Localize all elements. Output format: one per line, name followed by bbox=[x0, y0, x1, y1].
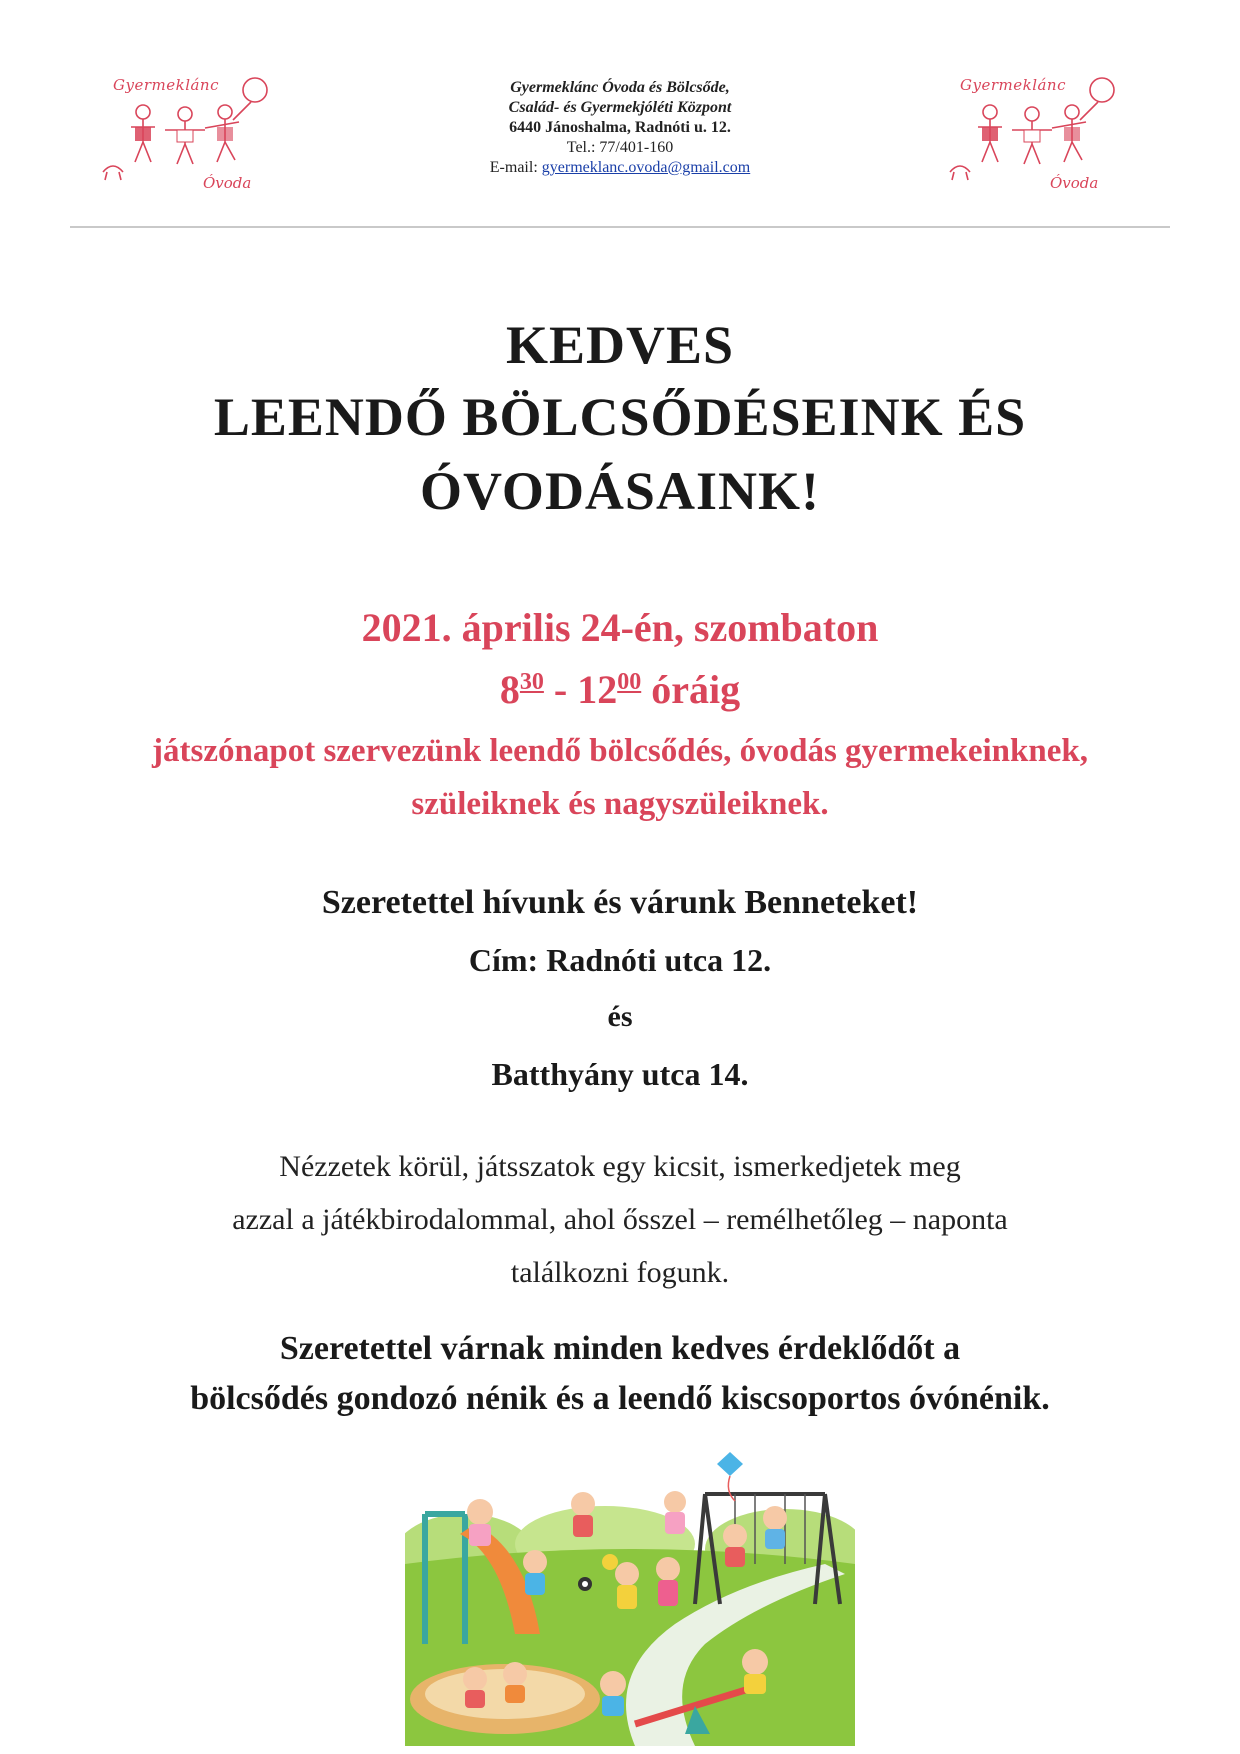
logo-text-top: Gyermeklánc bbox=[960, 76, 1066, 94]
org-email-line bbox=[420, 158, 820, 178]
title-line-2: LEENDŐ BÖLCSŐDÉSEINK ÉS bbox=[213, 387, 1027, 447]
invite-line: Szeretettel hívunk és várunk Benneteket! bbox=[321, 884, 919, 921]
event-time bbox=[0, 666, 1240, 713]
email-link[interactable]: gyermeklanc.ovoda@gmail.com bbox=[541, 159, 751, 176]
time-end-hour: 12 bbox=[577, 667, 618, 712]
event-description-line-2: szüleiknek és nagyszüleiknek. bbox=[411, 786, 829, 822]
playground-illustration bbox=[405, 1444, 855, 1746]
body-text-line-3: találkozni fogunk. bbox=[510, 1256, 730, 1289]
address-line-1: Cím: Radnóti utca 12. bbox=[468, 942, 772, 978]
org-phone: Tel.: 77/401-160 bbox=[566, 139, 674, 156]
header-divider bbox=[70, 226, 1170, 228]
time-start-min: 30 bbox=[519, 669, 544, 695]
org-subtitle: Család- és Gyermekjóléti Központ bbox=[508, 99, 732, 116]
time-separator: - bbox=[543, 667, 578, 712]
logo-right bbox=[940, 72, 1130, 202]
logo-left bbox=[93, 72, 283, 202]
logo-text-bottom: Óvoda bbox=[1050, 174, 1099, 192]
address-and: és bbox=[607, 1000, 633, 1033]
email-label: E-mail: bbox=[489, 159, 542, 176]
closing-line-2: bölcsődés gondozó nénik és a leendő kiscsoportos óvónénik. bbox=[190, 1380, 1050, 1417]
time-suffix: óráig bbox=[641, 667, 741, 712]
time-start-hour: 8 bbox=[499, 667, 520, 712]
org-name: Gyermeklánc Óvoda és Bölcsőde, bbox=[510, 79, 730, 96]
org-address: 6440 Jánoshalma, Radnóti u. 12. bbox=[509, 119, 731, 136]
title-line-1: KEDVES bbox=[505, 315, 735, 375]
logo-text-bottom: Óvoda bbox=[203, 174, 252, 192]
closing-line-1: Szeretettel várnak minden kedves érdeklődőt a bbox=[279, 1330, 961, 1367]
event-date: 2021. április 24-én, szombaton bbox=[361, 605, 879, 650]
body-text-line-1: Nézzetek körül, játsszatok egy kicsit, ismerkedjetek meg bbox=[279, 1150, 961, 1183]
logo-text-top: Gyermeklánc bbox=[113, 76, 219, 94]
address-line-2: Batthyány utca 14. bbox=[491, 1056, 749, 1092]
header-contact-block bbox=[420, 78, 820, 178]
event-description-line-1: játszónapot szervezünk leendő bölcsődés, óvodás gyermekeinknek, bbox=[152, 733, 1088, 769]
title-line-3: ÓVODÁSAINK! bbox=[420, 461, 820, 521]
body-text-line-2: azzal a játékbirodalommal, ahol ősszel – remélhetőleg – naponta bbox=[232, 1203, 1008, 1236]
playground-image bbox=[405, 1444, 855, 1746]
time-end-min: 00 bbox=[617, 669, 642, 695]
